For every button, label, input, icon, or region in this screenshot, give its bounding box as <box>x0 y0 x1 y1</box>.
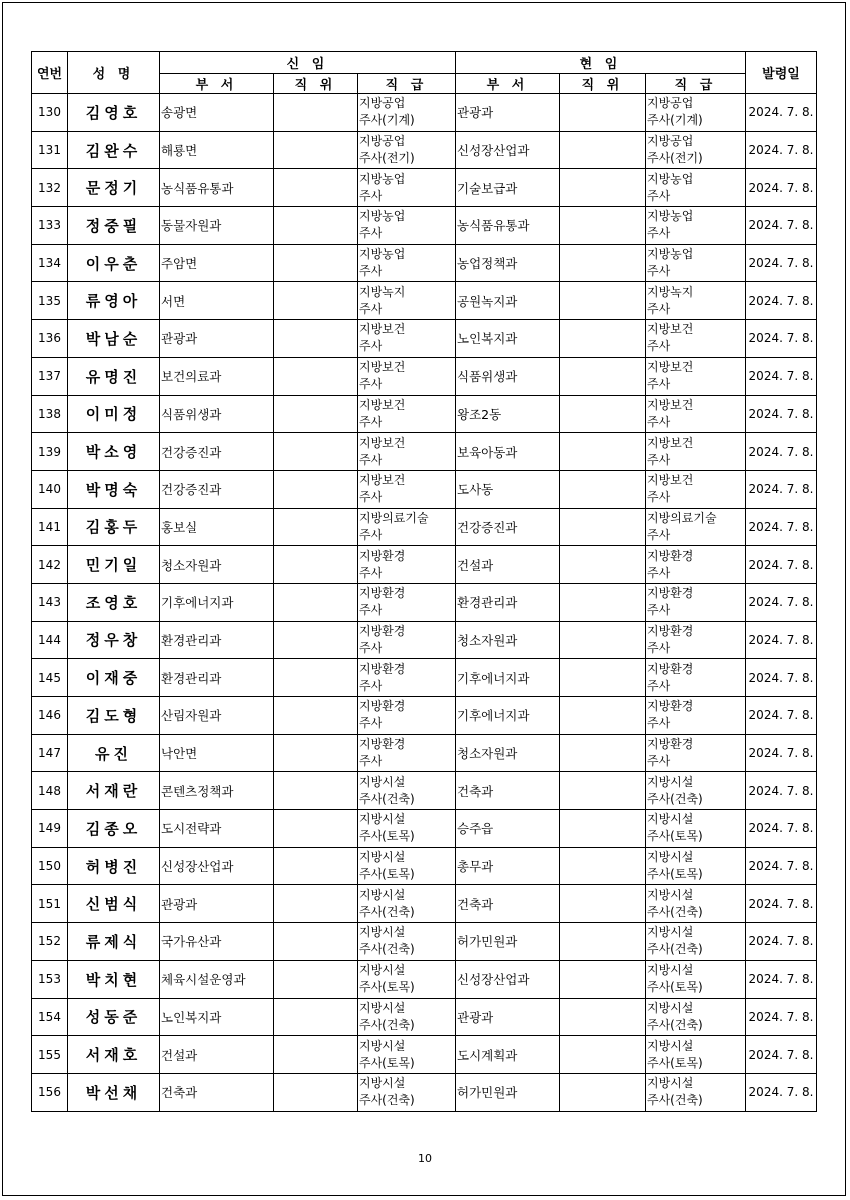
new-department: 식품위생과 <box>160 395 274 433</box>
employee-name: 박선채 <box>68 1073 160 1111</box>
new-department: 환경관리과 <box>160 621 274 659</box>
employee-name: 신범식 <box>68 885 160 923</box>
table-body <box>32 94 817 1112</box>
current-position <box>560 207 646 245</box>
appointment-date: 2024. 7. 8. <box>746 772 817 810</box>
appointment-date: 2024. 7. 8. <box>746 810 817 848</box>
row-number: 143 <box>32 583 68 621</box>
header-new-post: 신 임 <box>160 52 456 74</box>
current-position <box>560 1073 646 1111</box>
new-department: 홍보실 <box>160 508 274 546</box>
appointment-date: 2024. 7. 8. <box>746 734 817 772</box>
current-grade: 지방시설 주사(토목) <box>646 847 746 885</box>
current-department: 건축과 <box>456 772 560 810</box>
current-grade: 지방보건 주사 <box>646 395 746 433</box>
row-number: 156 <box>32 1073 68 1111</box>
appointment-date: 2024. 7. 8. <box>746 207 817 245</box>
new-position <box>274 395 358 433</box>
appointment-date: 2024. 7. 8. <box>746 131 817 169</box>
header-cur-dept: 부 서 <box>456 74 560 94</box>
new-department: 동물자원과 <box>160 207 274 245</box>
current-position <box>560 546 646 584</box>
new-department: 체육시설운영과 <box>160 960 274 998</box>
current-position <box>560 433 646 471</box>
current-grade: 지방시설 주사(토목) <box>646 1036 746 1074</box>
new-grade: 지방보건 주사 <box>358 395 456 433</box>
header-name: 성 명 <box>68 52 160 94</box>
current-grade: 지방시설 주사(건축) <box>646 1073 746 1111</box>
table-row <box>32 357 817 395</box>
employee-name: 성동준 <box>68 998 160 1036</box>
table-row <box>32 207 817 245</box>
current-department: 식품위생과 <box>456 357 560 395</box>
table-row <box>32 470 817 508</box>
current-position <box>560 282 646 320</box>
current-grade: 지방녹지 주사 <box>646 282 746 320</box>
current-department: 신성장산업과 <box>456 960 560 998</box>
new-grade: 지방시설 주사(건축) <box>358 1073 456 1111</box>
employee-name: 박치현 <box>68 960 160 998</box>
new-department: 콘텐츠정책과 <box>160 772 274 810</box>
new-department: 해룡면 <box>160 131 274 169</box>
employee-name: 유명진 <box>68 357 160 395</box>
current-position <box>560 583 646 621</box>
employee-name: 류영아 <box>68 282 160 320</box>
new-position <box>274 508 358 546</box>
table-row <box>32 734 817 772</box>
current-position <box>560 697 646 735</box>
current-department: 환경관리과 <box>456 583 560 621</box>
table-row <box>32 847 817 885</box>
new-position <box>274 960 358 998</box>
employee-name: 김영호 <box>68 94 160 132</box>
appointment-date: 2024. 7. 8. <box>746 583 817 621</box>
current-position <box>560 470 646 508</box>
new-position <box>274 433 358 471</box>
new-position <box>274 282 358 320</box>
row-number: 132 <box>32 169 68 207</box>
row-number: 145 <box>32 659 68 697</box>
new-position <box>274 244 358 282</box>
new-grade: 지방시설 주사(토목) <box>358 960 456 998</box>
row-number: 155 <box>32 1036 68 1074</box>
appointment-date: 2024. 7. 8. <box>746 847 817 885</box>
current-department: 보육아동과 <box>456 433 560 471</box>
row-number: 141 <box>32 508 68 546</box>
appointment-date: 2024. 7. 8. <box>746 923 817 961</box>
table-row <box>32 244 817 282</box>
row-number: 144 <box>32 621 68 659</box>
new-department: 건설과 <box>160 1036 274 1074</box>
current-grade: 지방농업 주사 <box>646 244 746 282</box>
new-department: 송광면 <box>160 94 274 132</box>
new-position <box>274 207 358 245</box>
new-department: 주암면 <box>160 244 274 282</box>
new-department: 신성장산업과 <box>160 847 274 885</box>
row-number: 142 <box>32 546 68 584</box>
row-number: 149 <box>32 810 68 848</box>
current-grade: 지방환경 주사 <box>646 621 746 659</box>
current-grade: 지방보건 주사 <box>646 433 746 471</box>
row-number: 136 <box>32 320 68 358</box>
employee-name: 김도형 <box>68 697 160 735</box>
current-department: 건축과 <box>456 885 560 923</box>
new-grade: 지방농업 주사 <box>358 207 456 245</box>
new-grade: 지방보건 주사 <box>358 433 456 471</box>
appointment-date: 2024. 7. 8. <box>746 169 817 207</box>
current-grade: 지방환경 주사 <box>646 697 746 735</box>
new-grade: 지방시설 주사(토목) <box>358 847 456 885</box>
current-department: 허가민원과 <box>456 923 560 961</box>
new-position <box>274 885 358 923</box>
appointment-date: 2024. 7. 8. <box>746 433 817 471</box>
table-row <box>32 960 817 998</box>
new-grade: 지방시설 주사(건축) <box>358 772 456 810</box>
row-number: 147 <box>32 734 68 772</box>
table-row <box>32 1073 817 1111</box>
current-department: 기술보급과 <box>456 169 560 207</box>
new-position <box>274 621 358 659</box>
current-department: 노인복지과 <box>456 320 560 358</box>
table-row <box>32 810 817 848</box>
current-position <box>560 94 646 132</box>
appointment-date: 2024. 7. 8. <box>746 470 817 508</box>
new-position <box>274 697 358 735</box>
current-grade: 지방보건 주사 <box>646 320 746 358</box>
new-position <box>274 546 358 584</box>
employee-name: 서재란 <box>68 772 160 810</box>
table-row <box>32 320 817 358</box>
new-position <box>274 94 358 132</box>
employee-name: 민기일 <box>68 546 160 584</box>
new-grade: 지방환경 주사 <box>358 659 456 697</box>
row-number: 153 <box>32 960 68 998</box>
current-department: 신성장산업과 <box>456 131 560 169</box>
current-position <box>560 169 646 207</box>
employee-name: 정우창 <box>68 621 160 659</box>
appointment-date: 2024. 7. 8. <box>746 395 817 433</box>
current-department: 건강증진과 <box>456 508 560 546</box>
current-grade: 지방시설 주사(건축) <box>646 998 746 1036</box>
current-grade: 지방공업 주사(기계) <box>646 94 746 132</box>
appointment-date: 2024. 7. 8. <box>746 94 817 132</box>
header-cur-position: 직 위 <box>560 74 646 94</box>
new-grade: 지방시설 주사(토목) <box>358 810 456 848</box>
new-department: 농식품유통과 <box>160 169 274 207</box>
new-grade: 지방의료기술 주사 <box>358 508 456 546</box>
appointment-date: 2024. 7. 8. <box>746 357 817 395</box>
current-position <box>560 1036 646 1074</box>
new-position <box>274 772 358 810</box>
appointment-date: 2024. 7. 8. <box>746 659 817 697</box>
new-grade: 지방보건 주사 <box>358 357 456 395</box>
appointment-date: 2024. 7. 8. <box>746 1036 817 1074</box>
new-department: 기후에너지과 <box>160 583 274 621</box>
new-grade: 지방시설 주사(토목) <box>358 1036 456 1074</box>
appointment-date: 2024. 7. 8. <box>746 885 817 923</box>
table-row <box>32 169 817 207</box>
current-department: 기후에너지과 <box>456 697 560 735</box>
new-position <box>274 998 358 1036</box>
current-grade: 지방의료기술 주사 <box>646 508 746 546</box>
appointment-date: 2024. 7. 8. <box>746 697 817 735</box>
new-position <box>274 131 358 169</box>
employee-name: 정중필 <box>68 207 160 245</box>
current-grade: 지방환경 주사 <box>646 734 746 772</box>
new-position <box>274 810 358 848</box>
current-position <box>560 659 646 697</box>
new-department: 노인복지과 <box>160 998 274 1036</box>
new-grade: 지방농업 주사 <box>358 169 456 207</box>
new-department: 국가유산과 <box>160 923 274 961</box>
employee-name: 이미정 <box>68 395 160 433</box>
current-grade: 지방시설 주사(건축) <box>646 772 746 810</box>
current-department: 왕조2동 <box>456 395 560 433</box>
current-department: 허가민원과 <box>456 1073 560 1111</box>
current-position <box>560 923 646 961</box>
employee-name: 허병진 <box>68 847 160 885</box>
current-position <box>560 320 646 358</box>
new-department: 관광과 <box>160 320 274 358</box>
new-department: 청소자원과 <box>160 546 274 584</box>
appointment-date: 2024. 7. 8. <box>746 244 817 282</box>
current-department: 관광과 <box>456 998 560 1036</box>
table-row <box>32 772 817 810</box>
new-position <box>274 659 358 697</box>
new-grade: 지방환경 주사 <box>358 546 456 584</box>
current-department: 농식품유통과 <box>456 207 560 245</box>
new-department: 보건의료과 <box>160 357 274 395</box>
table-row <box>32 508 817 546</box>
new-position <box>274 583 358 621</box>
header-cur-grade: 직 급 <box>646 74 746 94</box>
current-department: 기후에너지과 <box>456 659 560 697</box>
appointment-date: 2024. 7. 8. <box>746 998 817 1036</box>
current-position <box>560 508 646 546</box>
appointment-date: 2024. 7. 8. <box>746 621 817 659</box>
row-number: 150 <box>32 847 68 885</box>
employee-name: 문정기 <box>68 169 160 207</box>
new-grade: 지방환경 주사 <box>358 583 456 621</box>
new-department: 건강증진과 <box>160 470 274 508</box>
employee-name: 김완수 <box>68 131 160 169</box>
row-number: 138 <box>32 395 68 433</box>
current-department: 관광과 <box>456 94 560 132</box>
current-position <box>560 810 646 848</box>
current-grade: 지방농업 주사 <box>646 207 746 245</box>
table-row <box>32 546 817 584</box>
row-number: 139 <box>32 433 68 471</box>
new-grade: 지방시설 주사(건축) <box>358 923 456 961</box>
current-grade: 지방시설 주사(토목) <box>646 810 746 848</box>
row-number: 151 <box>32 885 68 923</box>
row-number: 134 <box>32 244 68 282</box>
header-date: 발령일 <box>746 52 817 94</box>
header-seq: 연번 <box>32 52 68 94</box>
current-position <box>560 621 646 659</box>
table-row <box>32 697 817 735</box>
appointment-date: 2024. 7. 8. <box>746 282 817 320</box>
current-department: 건설과 <box>456 546 560 584</box>
row-number: 135 <box>32 282 68 320</box>
new-position <box>274 169 358 207</box>
new-position <box>274 847 358 885</box>
table-row <box>32 659 817 697</box>
row-number: 133 <box>32 207 68 245</box>
page-number: 10 <box>418 1152 432 1165</box>
current-department: 도사동 <box>456 470 560 508</box>
header-new-dept: 부 서 <box>160 74 274 94</box>
new-grade: 지방환경 주사 <box>358 734 456 772</box>
appointment-date: 2024. 7. 8. <box>746 320 817 358</box>
new-grade: 지방공업 주사(전기) <box>358 131 456 169</box>
new-grade: 지방환경 주사 <box>358 621 456 659</box>
row-number: 154 <box>32 998 68 1036</box>
new-position <box>274 357 358 395</box>
employee-name: 김종오 <box>68 810 160 848</box>
current-grade: 지방보건 주사 <box>646 470 746 508</box>
employee-name: 박명숙 <box>68 470 160 508</box>
row-number: 137 <box>32 357 68 395</box>
current-department: 청소자원과 <box>456 734 560 772</box>
new-department: 건강증진과 <box>160 433 274 471</box>
current-grade: 지방시설 주사(건축) <box>646 885 746 923</box>
header-new-position: 직 위 <box>274 74 358 94</box>
new-grade: 지방공업 주사(기계) <box>358 94 456 132</box>
row-number: 140 <box>32 470 68 508</box>
row-number: 146 <box>32 697 68 735</box>
row-number: 152 <box>32 923 68 961</box>
new-position <box>274 470 358 508</box>
new-position <box>274 1036 358 1074</box>
current-position <box>560 772 646 810</box>
row-number: 130 <box>32 94 68 132</box>
current-grade: 지방보건 주사 <box>646 357 746 395</box>
table-row <box>32 923 817 961</box>
current-department: 공원녹지과 <box>456 282 560 320</box>
employee-name: 류제식 <box>68 923 160 961</box>
table-row <box>32 395 817 433</box>
new-department: 낙안면 <box>160 734 274 772</box>
current-position <box>560 734 646 772</box>
appointment-date: 2024. 7. 8. <box>746 960 817 998</box>
current-grade: 지방시설 주사(토목) <box>646 960 746 998</box>
appointment-date: 2024. 7. 8. <box>746 1073 817 1111</box>
current-department: 총무과 <box>456 847 560 885</box>
new-grade: 지방시설 주사(건축) <box>358 885 456 923</box>
current-grade: 지방공업 주사(전기) <box>646 131 746 169</box>
current-grade: 지방시설 주사(건축) <box>646 923 746 961</box>
new-grade: 지방보건 주사 <box>358 470 456 508</box>
employee-name: 조영호 <box>68 583 160 621</box>
table-row <box>32 885 817 923</box>
row-number: 148 <box>32 772 68 810</box>
new-department: 환경관리과 <box>160 659 274 697</box>
current-position <box>560 998 646 1036</box>
current-grade: 지방환경 주사 <box>646 583 746 621</box>
current-department: 청소자원과 <box>456 621 560 659</box>
employee-name: 김홍두 <box>68 508 160 546</box>
table-row <box>32 621 817 659</box>
table-row <box>32 1036 817 1074</box>
employee-name: 유진 <box>68 734 160 772</box>
current-position <box>560 395 646 433</box>
employee-name: 박남순 <box>68 320 160 358</box>
table-row <box>32 433 817 471</box>
new-grade: 지방녹지 주사 <box>358 282 456 320</box>
new-position <box>274 923 358 961</box>
appointment-date: 2024. 7. 8. <box>746 508 817 546</box>
new-department: 도시전략과 <box>160 810 274 848</box>
current-position <box>560 244 646 282</box>
new-position <box>274 320 358 358</box>
current-grade: 지방농업 주사 <box>646 169 746 207</box>
current-position <box>560 960 646 998</box>
current-position <box>560 131 646 169</box>
new-department: 산림자원과 <box>160 697 274 735</box>
current-grade: 지방환경 주사 <box>646 659 746 697</box>
new-grade: 지방보건 주사 <box>358 320 456 358</box>
employee-name: 이재중 <box>68 659 160 697</box>
header-new-grade: 직 급 <box>358 74 456 94</box>
employee-name: 서재호 <box>68 1036 160 1074</box>
table-row <box>32 282 817 320</box>
employee-name: 박소영 <box>68 433 160 471</box>
table-row <box>32 131 817 169</box>
current-position <box>560 847 646 885</box>
new-position <box>274 1073 358 1111</box>
table-row <box>32 998 817 1036</box>
new-grade: 지방시설 주사(건축) <box>358 998 456 1036</box>
current-department: 농업정책과 <box>456 244 560 282</box>
current-department: 도시계획과 <box>456 1036 560 1074</box>
appointment-date: 2024. 7. 8. <box>746 546 817 584</box>
new-position <box>274 734 358 772</box>
table-row <box>32 94 817 132</box>
current-department: 승주읍 <box>456 810 560 848</box>
new-department: 서면 <box>160 282 274 320</box>
current-position <box>560 885 646 923</box>
current-position <box>560 357 646 395</box>
new-department: 관광과 <box>160 885 274 923</box>
header-current-post: 현 임 <box>456 52 746 74</box>
new-department: 건축과 <box>160 1073 274 1111</box>
row-number: 131 <box>32 131 68 169</box>
current-grade: 지방환경 주사 <box>646 546 746 584</box>
table-row <box>32 583 817 621</box>
new-grade: 지방농업 주사 <box>358 244 456 282</box>
employee-name: 이우춘 <box>68 244 160 282</box>
new-grade: 지방환경 주사 <box>358 697 456 735</box>
personnel-appointment-table <box>31 51 817 1112</box>
